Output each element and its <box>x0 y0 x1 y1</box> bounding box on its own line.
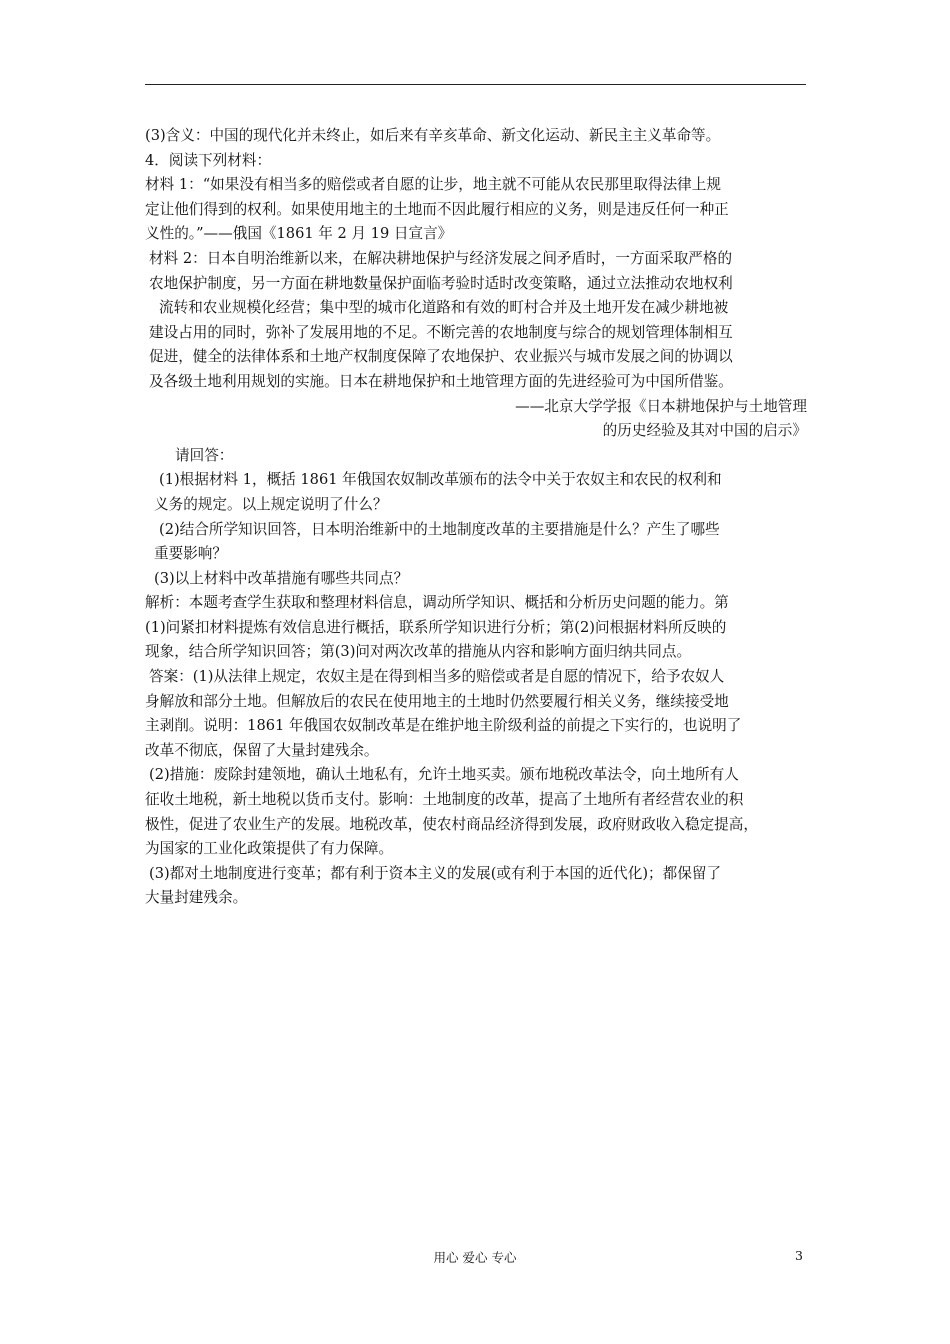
text-line: 为国家的工业化政策提供了有力保障。 <box>145 840 394 858</box>
citation-line: 的历史经验及其对中国的启示》 <box>602 422 807 440</box>
text-line: 义性的。”——俄国《1861 年 2 月 19 日宣言》 <box>145 225 453 243</box>
text-line: 4．阅读下列材料： <box>145 151 272 169</box>
text-line: 促进，健全的法律体系和土地产权制度保障了农地保护、农业振兴与城市发展之间的协调以 <box>149 348 733 366</box>
text-line: 义务的规定。以上规定说明了什么？ <box>154 495 388 513</box>
footer-motto: 用心 爱心 专心 <box>433 1250 517 1265</box>
page-number: 3 <box>795 1248 803 1263</box>
text-line: 建设占用的同时，弥补了发展用地的不足。不断完善的农地制度与综合的规划管理体制相互 <box>149 323 733 341</box>
text-line: 大量封建残余。 <box>145 889 248 907</box>
text-line: 答案：(1)从法律上规定，农奴主是在得到相当多的赔偿或者是自愿的情况下，给予农奴人 <box>149 668 725 686</box>
text-line: 主剥削。说明：1861 年俄国农奴制改革是在维护地主阶级利益的前提之下实行的，也说明了 <box>145 717 742 735</box>
text-line: (2)措施：废除封建领地，确认土地私有，允许土地买卖。颁布地税改革法令，向土地所有人 <box>149 766 739 784</box>
text-line: 解析：本题考查学生获取和整理材料信息，调动所学知识、概括和分析历史问题的能力。第 <box>145 594 729 612</box>
text-line: 流转和农业规模化经营；集中型的城市化道路和有效的町村合并及土地开发在减少耕地被 <box>159 299 729 317</box>
header-rule <box>145 84 806 85</box>
text-line: (1)根据材料 1，概括 1861 年俄国农奴制改革颁布的法令中关于农奴主和农民的权利和 <box>159 471 722 489</box>
text-line: 及各级土地利用规划的实施。日本在耕地保护和土地管理方面的先进经验可为中国所借鉴。 <box>149 372 733 390</box>
text-line: (3)含义：中国的现代化并未终止，如后来有辛亥革命、新文化运动、新民主主义革命等。 <box>145 127 721 144</box>
text-line: 征收土地税，新土地税以货币支付。影响：土地制度的改革，提高了土地所有者经营农业的积 <box>145 791 744 809</box>
text-line: 定让他们得到的权利。如果使用地主的土地而不因此履行相应的义务，则是违反任何一种正 <box>145 200 729 218</box>
citation-line: ——北京大学学报《日本耕地保护与土地管理 <box>515 397 807 415</box>
text-line: 重要影响？ <box>154 545 227 563</box>
text-line: (3)都对土地制度进行变革；都有利于资本主义的发展(或有利于本国的近代化)；都保留了 <box>149 864 722 882</box>
text-line: 身解放和部分土地。但解放后的农民在使用地主的土地时仍然要履行相关义务，继续接受地 <box>145 692 729 710</box>
text-line: 极性，促进了农业生产的发展。地税改革，使农村商品经济得到发展，政府财政收入稳定提高， <box>145 815 758 833</box>
text-line: (3)以上材料中改革措施有哪些共同点？ <box>154 569 409 587</box>
text-line: (1)问紧扣材料提炼有效信息进行概括，联系所学知识进行分析；第(2)问根据材料所反映的 <box>145 618 727 636</box>
text-line: 改革不彻底，保留了大量封建残余。 <box>145 741 379 759</box>
document-body <box>145 124 815 911</box>
text-line: 材料 2：日本自明治维新以来，在解决耕地保护与经济发展之间矛盾时，一方面采取严格的 <box>149 249 733 267</box>
text-line: 材料 1：“如果没有相当多的赔偿或者自愿的让步，地主就不可能从农民那里取得法律上规 <box>145 176 721 194</box>
text-line: (2)结合所学知识回答，日本明治维新中的土地制度改革的主要措施是什么？产生了哪些 <box>159 520 720 538</box>
text-line: 请回答： <box>175 446 234 464</box>
text-line: 农地保护制度，另一方面在耕地数量保护面临考验时适时改变策略，通过立法推动农地权利 <box>149 274 733 292</box>
text-line: 现象，结合所学知识回答；第(3)问对两次改革的措施从内容和影响方面归纳共同点。 <box>145 643 692 661</box>
